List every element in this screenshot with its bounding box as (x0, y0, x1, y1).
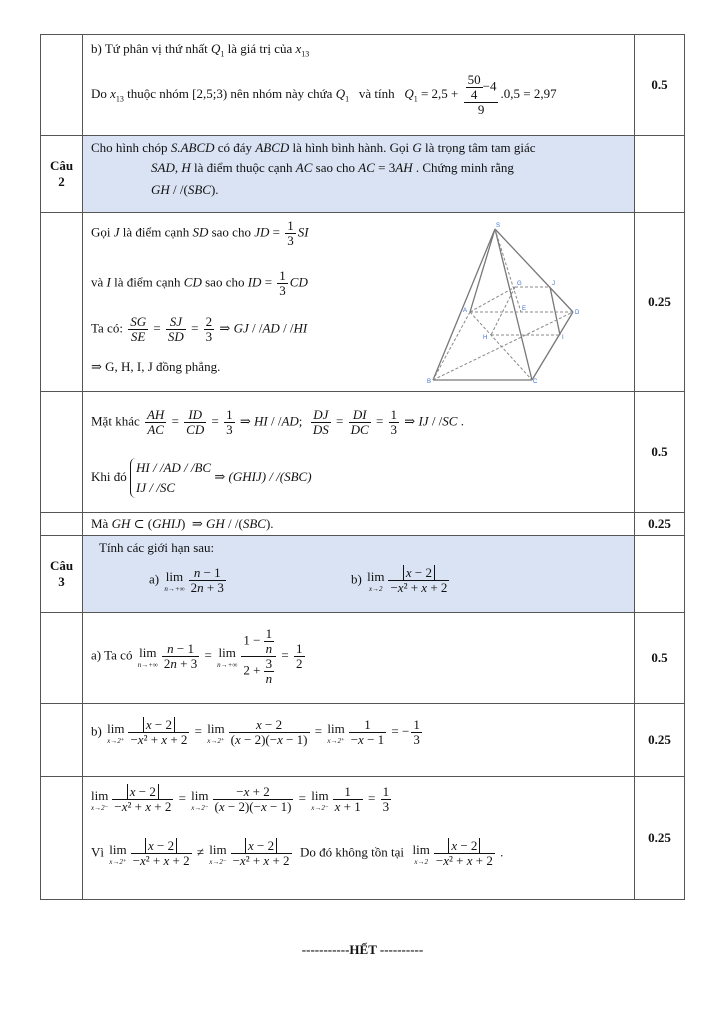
r6-line1: Tính các giới hạn sau: (99, 540, 215, 555)
score-r9: 0.25 (635, 777, 685, 900)
pyramid-figure (425, 217, 585, 383)
label-S: S (496, 223, 501, 229)
r1-line1: b) Tứ phân vị thứ nhất $Q_1$ là giá trị của $x_{13}$ (91, 41, 310, 59)
r2-line1: Cho hình chóp S.ABCD có đáy ABCD là hình bình hành. Gọi G là trọng tâm tam giác (91, 140, 536, 155)
question-label-2: Câu 2 (41, 136, 83, 213)
line-SE (495, 229, 521, 312)
diag-AC (470, 312, 532, 380)
r2-line2: SAD, H là điểm thuộc cạnh AC sao cho AC = 3AH . Chứng minh rằng (151, 160, 514, 175)
edge-SD (495, 229, 573, 312)
edge-JI (550, 287, 560, 335)
label-A: A (463, 308, 468, 314)
content-cell-r8 (83, 704, 635, 777)
r6-part-a: a) lim n→+∞ $\frac{n - 1}{2n + 3}$ (149, 565, 224, 595)
r9-line1: lim x→2⁻ $\frac{x - 2}{\text{−x² + x + 2}}$ = lim x→2⁻ $\frac{-x + 2}{(x - 2)(-x - 1)}$ = lim x→2⁻ $\frac{1}{x + 1}$ = $\frac{1}{3}$ (91, 784, 390, 814)
r2-line3: GH / /(SBC). (151, 182, 219, 197)
score-r8: 0.25 (635, 704, 685, 777)
q1-formula: $Q_1 = 2,5$ + $\frac{50}{4}$ −4 9 .0,5 = 2,97 (404, 72, 557, 117)
content-cell-r7 (83, 613, 635, 704)
r5-text: Mà GH ⊂ (GHIJ) ⇒ GH / /(SBC). (91, 516, 274, 531)
label-J: J (552, 281, 555, 287)
answer-table (40, 34, 685, 900)
r8-text: b) lim x→2⁺ $\frac{x - 2}{\text{−x² + x + 2}}$ = lim x→2⁺ $\frac{x - 2}{(x - 2)(-x - 1)}$ = lim x→2⁺ $\frac{1}{-x - 1}$ = − $\frac{1}{3}$ (91, 717, 420, 747)
equation-system: HI / /AD / /BC IJ / /SC (130, 458, 211, 498)
r3-line1: Gọi J là điểm cạnh SD sao cho JD = $\frac{1}{3}$ SI (91, 218, 309, 248)
score-r4: 0.5 (635, 392, 685, 513)
r3-line2: và I là điểm cạnh CD sao cho ID = $\frac{1}{3}$ CD (91, 268, 308, 298)
score-r5: 0.25 (635, 513, 685, 536)
r3-line4: ⇒ G, H, I, J đồng phẳng. (91, 359, 221, 374)
r6-part-b: b) lim x→2 $\frac{x - 2}{\text{−x² + x + 2}}$ (351, 565, 448, 595)
footer-end-mark: -----------HẾT ---------- (301, 942, 424, 957)
label-D: D (575, 310, 580, 316)
r4-line2: Khi đó HI / /AD / /BC IJ / /SC ⇒ (GHIJ) / /(SBC) (91, 458, 312, 498)
label-H: H (483, 335, 488, 341)
score-r2-empty (635, 136, 685, 213)
label-I: I (562, 335, 564, 341)
r1-line2: Do $x_{13}$ thuộc nhóm [2,5;3) nên nhóm này chứa $Q_1$ và tính $Q_1 = 2,5$ + $\frac{50}{4}$ −4 9 .0,5 = 2,97 (91, 72, 557, 117)
r3-line3: Ta có: $\frac{SG}{SE}$ = $\frac{SJ}{SD}$ = $\frac{2}{3}$ ⇒ GJ / /AD / /HI (91, 314, 308, 344)
r4-line1: Mặt khác $\frac{AH}{AC}$ = $\frac{ID}{CD}$ = $\frac{1}{3}$ ⇒ HI / /AD; $\frac{DJ}{DS}$ = $\frac{DI}{DC}$ = $\frac{1}{3}$ ⇒ IJ / /SC . (91, 407, 464, 437)
question-cell-empty (41, 35, 83, 136)
edge-AB (433, 312, 470, 380)
content-cell-r2 (83, 136, 635, 213)
label-C: C (533, 379, 538, 383)
content-cell-r5 (83, 513, 635, 536)
score-r7: 0.5 (635, 613, 685, 704)
label-G: G (517, 281, 522, 287)
content-cell-r3 (83, 213, 635, 392)
question-label-3: Câu 3 (41, 536, 83, 613)
label-B: B (427, 379, 432, 383)
score-r1: 0.5 (635, 35, 685, 136)
label-E: E (522, 306, 527, 312)
content-cell-r4 (83, 392, 635, 513)
score-r3: 0.25 (635, 213, 685, 392)
r9-line2: Vì lim x→2⁺ $\frac{x - 2}{\text{−x² + x + 2}}$ ≠ lim x→2⁻ $\frac{x - 2}{\text{−x² + x + 2}}$ Do đó không tồn tại lim x→2 $\frac{x - 2}{\text{−x² + x + 2}}$ . (91, 838, 504, 868)
edge-SB (433, 229, 495, 380)
edge-SC (495, 229, 532, 380)
content-cell-r6 (83, 536, 635, 613)
edge-SA (470, 229, 495, 312)
r7-text: a) Ta có lim n→+∞ $\frac{n - 1}{2n + 3}$ = lim n→+∞ 1 − $\frac{1}{n}$ 2 + $\frac{3}{n}$ = $\frac{1}{2}$ (91, 626, 303, 686)
content-cell-r1 (83, 35, 635, 136)
content-cell-r9 (83, 777, 635, 900)
